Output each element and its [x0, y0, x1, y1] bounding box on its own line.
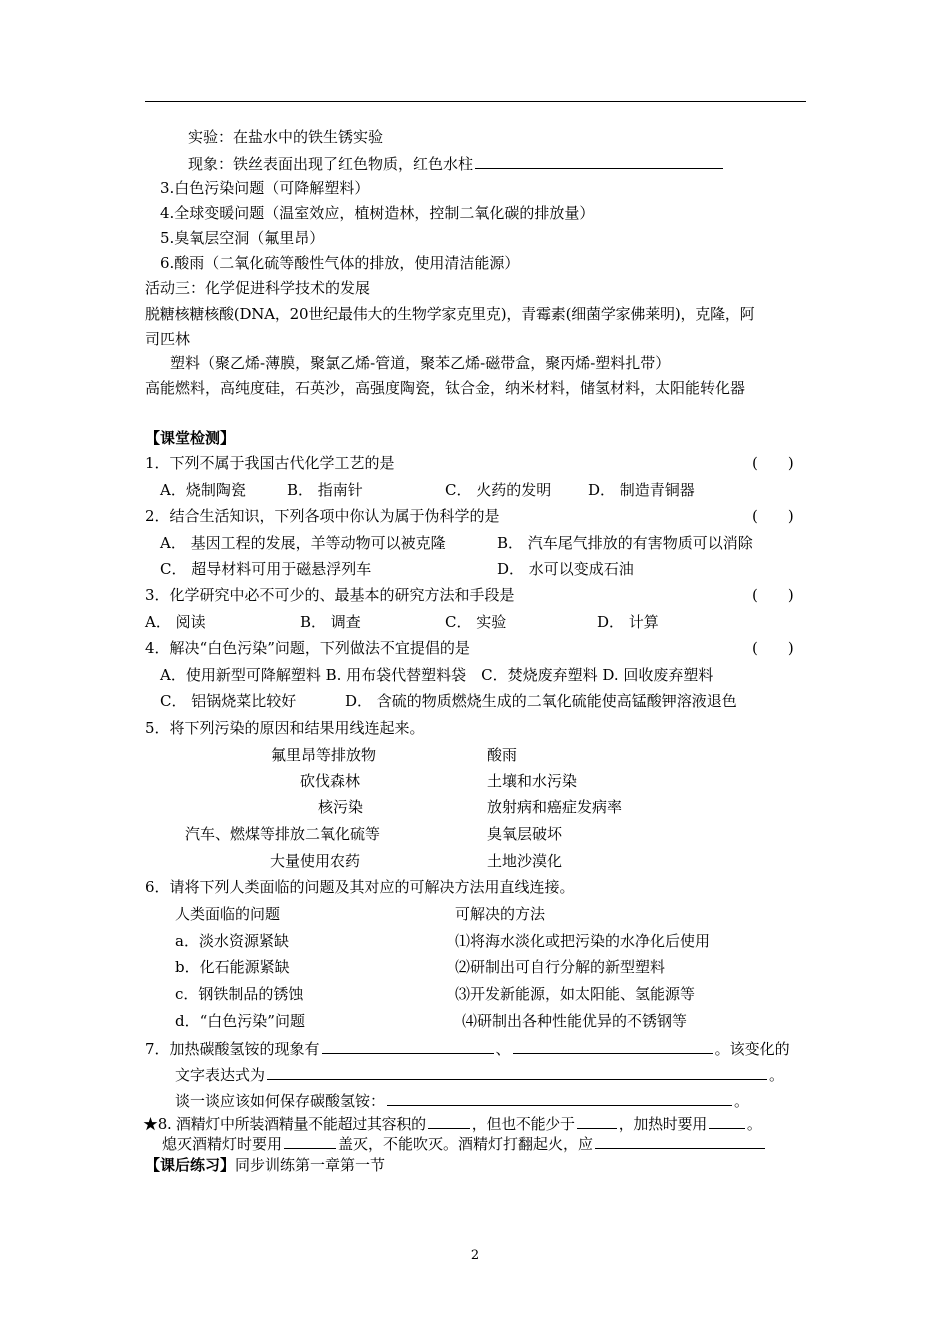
q6-problem: b．化石能源紧缺 [175, 958, 290, 976]
q5-cause: 砍伐森林 [299, 772, 360, 790]
q6-head-left: 人类面临的问题 [175, 905, 281, 923]
q2-option-d: D． 水可以变成石油 [497, 560, 634, 578]
q2-option-c: C． 超导材料可用于磁悬浮列车 [160, 560, 372, 578]
q6-method: ⑴将海水淡化或把污染的水净化后使用 [455, 932, 711, 950]
q6-head-right: 可解决的方法 [455, 905, 546, 923]
answer-blank [284, 1133, 336, 1149]
text-line: 脱糖核糖核酸(DNA，20世纪最伟大的生物学家克里克)，青霉素(细菌学家佛莱明)，克隆，阿 [145, 305, 755, 323]
answer-blank [475, 153, 723, 169]
q5-result: 放射病和癌症发病率 [487, 798, 623, 816]
phenomenon-text: 现象：铁丝表面出现了红色物质，红色水柱 [188, 155, 474, 173]
q5-result: 酸雨 [487, 746, 518, 764]
q8-text: 熄灭酒精灯时要用 [162, 1135, 283, 1153]
q7-text: 。该变化的 [714, 1040, 790, 1058]
answer-blank [595, 1133, 765, 1149]
q8-text: 。 [746, 1115, 762, 1133]
q7-text: 7．加热碳酸氢铵的现象有 [145, 1040, 320, 1058]
q1-bracket: ( ) [752, 454, 794, 472]
q3-option-c: C． 实验 [445, 613, 507, 631]
text-line: 高能燃料，高纯度硅，石英沙，高强度陶瓷，钛合金，纳米材料，储氢材料，太阳能转化器 [145, 379, 746, 397]
phenomenon-line [188, 153, 725, 174]
q1-stem: 1．下列不属于我国古代化学工艺的是 [145, 454, 395, 472]
q3-bracket: ( ) [752, 586, 794, 604]
q7-line2 [175, 1064, 784, 1085]
q3-option-d: D． 计算 [597, 613, 659, 631]
homework-text: 同步训练第一章第一节 [235, 1156, 386, 1174]
text-line: 塑料（聚乙烯-薄膜，聚氯乙烯-管道，聚苯乙烯-磁带盒，聚丙烯-塑料扎带） [170, 354, 671, 372]
q8-text: ，但也不能少于 [471, 1115, 575, 1133]
q3-option-b: B． 调查 [300, 613, 361, 631]
answer-blank [322, 1038, 494, 1054]
q6-method: ⑵研制出可自行分解的新型塑料 [455, 958, 666, 976]
q8-text: 盖灭，不能吹灭。酒精灯打翻起火，应 [338, 1135, 594, 1153]
text-line: 3.白色污染问题（可降解塑料） [160, 179, 370, 197]
q4-option-c: C． 铝锅烧菜比较好 [160, 692, 297, 710]
q5-result: 臭氧层破坏 [487, 825, 563, 843]
q2-option-b: B． 汽车尾气排放的有害物质可以消除 [497, 534, 753, 552]
q5-result: 土地沙漠化 [487, 852, 563, 870]
q3-stem: 3．化学研究中必不可少的、最基本的研究方法和手段是 [145, 586, 515, 604]
answer-blank [428, 1113, 470, 1129]
text-line: 6.酸雨（二氧化硫等酸性气体的排放，使用清洁能源） [160, 254, 520, 272]
activity-heading: 活动三：化学促进科学技术的发展 [145, 279, 371, 297]
answer-blank [577, 1113, 617, 1129]
q7-text: 谈一谈应该如何保存碳酸氢铵： [175, 1092, 386, 1110]
header-rule [145, 101, 806, 102]
q1-option-c: C． 火药的发明 [445, 481, 552, 499]
q6-problem: d．“白色污染”问题 [175, 1012, 305, 1030]
q5-stem: 5．将下列污染的原因和结果用线连起来。 [145, 719, 425, 737]
homework-line [145, 1155, 385, 1175]
q8-text: ★8. 酒精灯中所装酒精量不能超过其容积的 [143, 1115, 426, 1133]
text-line: 司匹林 [145, 330, 191, 348]
q5-cause: 大量使用农药 [269, 852, 360, 870]
q4-stem: 4．解决“白色污染”问题，下列做法不宜提倡的是 [145, 639, 470, 657]
q4-option-d: D． 含硫的物质燃烧生成的二氧化硫能使高锰酸钾溶液退色 [345, 692, 737, 710]
q1-option-d: D． 制造青铜器 [588, 481, 695, 499]
homework-label: 【课后练习】 [145, 1156, 236, 1174]
text-line: 4.全球变暖问题（温室效应，植树造林，控制二氧化碳的排放量） [160, 204, 595, 222]
q2-stem: 2．结合生活知识，下列各项中你认为属于伪科学的是 [145, 507, 500, 525]
q8-line1 [143, 1113, 762, 1134]
q7-line3 [175, 1090, 749, 1111]
section-heading: 【课堂检测】 [145, 429, 236, 447]
q1-option-b: B． 指南针 [287, 481, 363, 499]
q8-line2 [162, 1133, 767, 1154]
q2-option-a: A． 基因工程的发展，羊等动物可以被克隆 [160, 534, 446, 552]
q1-option-a: A．烧制陶瓷 [160, 481, 246, 499]
q3-option-a: A． 阅读 [145, 613, 206, 631]
q6-method: ⑶开发新能源，如太阳能、氢能源等 [455, 985, 696, 1003]
q5-cause: 氟里昂等排放物 [270, 746, 376, 764]
answer-blank [513, 1038, 713, 1054]
q4-bracket: ( ) [752, 639, 794, 657]
q6-problem: c．钢铁制品的锈蚀 [175, 985, 304, 1003]
q2-bracket: ( ) [752, 507, 794, 525]
q7-text: 。 [769, 1066, 785, 1084]
q5-cause: 汽车、燃煤等排放二氧化硫等 [184, 825, 380, 843]
q6-method: ⑷研制出各种性能优异的不锈钢等 [462, 1012, 688, 1030]
answer-blank [709, 1113, 745, 1129]
q4-options-row: A．使用新型可降解塑料 B. 用布袋代替塑料袋 C．焚烧废弃塑料 D. 回收废弃塑料 [160, 666, 714, 684]
q7-text: 。 [734, 1092, 750, 1110]
q6-stem: 6．请将下列人类面临的问题及其对应的可解决方法用直线连接。 [145, 878, 575, 896]
q7-line1 [145, 1038, 790, 1059]
q5-result: 土壤和水污染 [487, 772, 578, 790]
q6-problem: a．淡水资源紧缺 [175, 932, 289, 950]
q7-separator: 、 [495, 1040, 511, 1058]
q5-cause: 核污染 [317, 798, 363, 816]
q8-text: ，加热时要用 [618, 1115, 707, 1133]
experiment-line: 实验：在盐水中的铁生锈实验 [188, 128, 384, 146]
page-number: 2 [470, 1248, 480, 1263]
q7-text: 文字表达式为 [175, 1066, 266, 1084]
answer-blank [387, 1090, 732, 1106]
text-line: 5.臭氧层空洞（氟里昂） [160, 229, 325, 247]
answer-blank [267, 1064, 767, 1080]
